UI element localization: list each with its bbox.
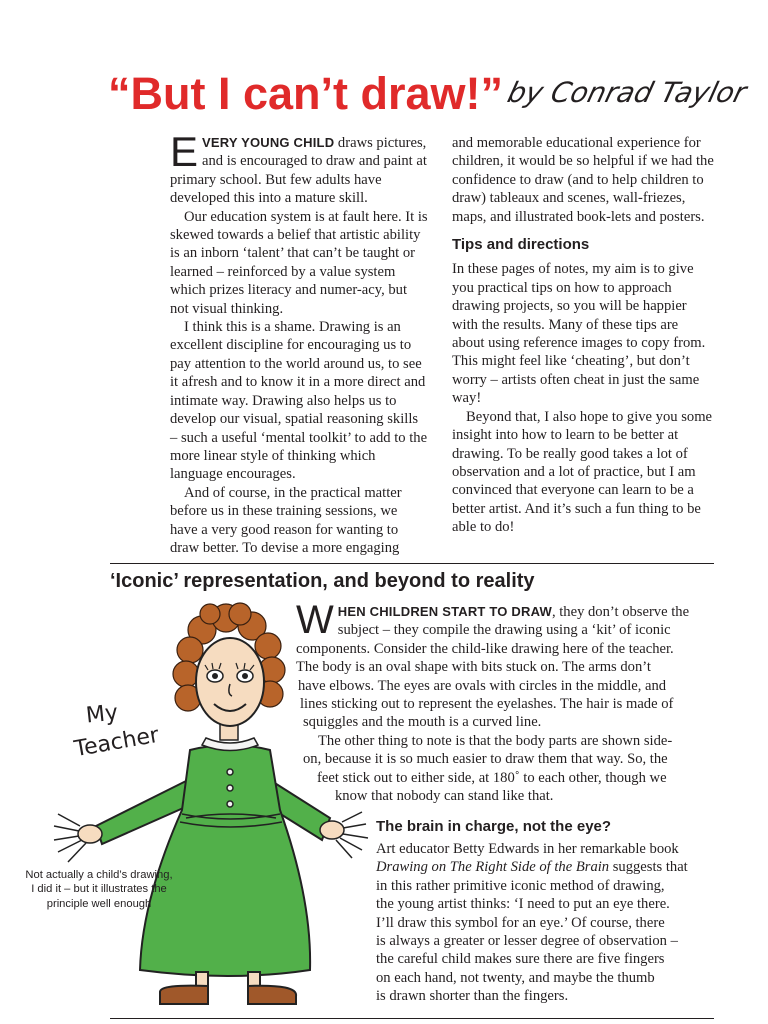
subheading-tips: Tips and directions <box>452 236 590 254</box>
left-column <box>170 128 428 557</box>
lead-in: HEN CHILDREN START TO DRAW <box>337 604 552 619</box>
text-line: I’ll draw this symbol for an eye.’ Of course, there <box>376 914 665 931</box>
byline-signature <box>500 64 750 126</box>
text-line: is always a greater or lesser degree of observation – <box>376 933 678 950</box>
illustration-caption: Not actually a child’s drawing, I did it – but it illustrates the principle well enough <box>25 869 173 910</box>
label-teacher: Teacher <box>72 722 161 763</box>
intro-paragraph: EVERY YOUNG CHILD draws pictures, and is encouraged to draw and paint at primary school. But few adults have developed this into a mature skill. <box>170 128 427 207</box>
text-line: Art educator Betty Edwards in her remarkable book <box>376 841 679 857</box>
subheading-brain: The brain in charge, not the eye? <box>376 818 612 835</box>
left-hand <box>54 814 102 862</box>
text-line: squiggles and the mouth is a curved line. <box>303 714 542 731</box>
text-line: WHEN CHILDREN START TO DRAW, they don’t observe the <box>296 598 690 642</box>
label-my: My <box>84 700 120 729</box>
brain-body <box>376 840 716 1006</box>
text-line: the young artist thinks: ‘I need to put an eye there. <box>376 896 670 913</box>
text-line: components. Consider the child-like drawing here of the teacher. <box>296 640 674 657</box>
text-line: The body is an oval shape with bits stuck on. The arms don’t <box>296 659 651 676</box>
text-line: Drawing on The Right Side of the Brain suggests that <box>376 859 688 876</box>
text-line: in this rather primitive iconic method of drawing, <box>376 877 665 894</box>
text-line: The other thing to note is that the body parts are shown side- <box>318 732 673 749</box>
drop-cap: W <box>296 598 334 642</box>
text-line: feet stick out to either side, at 180˚ to each other, though we <box>317 769 667 786</box>
paragraph: In these pages of notes, my aim is to give you practical tips on how to approach drawing projects, so you will be happier with the results. Many of these tips are about using reference images to copy from. This might feel like ‘cheating’, but don’t worry – artists often cheat in just the same way! <box>452 261 706 407</box>
book-title: Drawing on The Right Side of the Brain <box>376 859 610 876</box>
right-column <box>452 134 714 537</box>
shoes <box>160 986 296 1004</box>
paragraph: Our education system is at fault here. It is skewed towards a belief that artistic ability is an inborn ‘talent’ that can’t be taught or learned – reinforced by a value system which prizes literacy and numer-acy, but not visual thinking. <box>170 208 428 317</box>
text-line: have elbows. The eyes are ovals with circles in the middle, and <box>298 677 667 694</box>
paragraph: And of course, in the practical matter before us in these training sessions, we have a very good reason for wanting to draw better. To devise a more engaging <box>170 484 402 556</box>
paragraph: and memorable educational experience for children, it would be so helpful if we had the confidence to draw (and to help children to draw) tableaux and scenes, wall-friezes, maps, and illustrated book-lets and posters. <box>452 135 714 225</box>
drop-cap: E <box>170 128 199 175</box>
text-line: on, because it is so much easier to draw them that way. So, the <box>303 751 668 768</box>
text-line: subject – they compile the drawing using a ‘kit’ of iconic <box>337 622 671 639</box>
text-line: is drawn shorter than the fingers. <box>376 988 569 1005</box>
bottom-divider <box>110 1018 714 1019</box>
paragraph: Beyond that, I also hope to give you some insight into how to learn to be better at drawing. To be really good takes a lot of observation and a lot of practice, but I am convinced that everyone can learn to be a better artist. And it’s such a fun thing to be able to do! <box>452 408 713 536</box>
dress <box>140 745 310 976</box>
lead-in: VERY YOUNG CHILD <box>202 135 335 150</box>
teacher-illustration <box>40 600 370 1012</box>
byline-text: by Conrad Taylor <box>504 76 750 109</box>
section-divider <box>110 563 714 564</box>
text-line: the careful child makes sure there are five fingers <box>376 951 665 968</box>
section-heading: ‘Iconic’ representation, and beyond to reality <box>110 570 535 592</box>
buttons <box>227 769 233 807</box>
paragraph: I think this is a shame. Drawing is an excellent discipline for encouraging us to pay attention to the world around us, to see it afresh and to know it in a more direct and intimate way. Drawing also helps us to develop our visual, spatial reasoning skills – such a useful ‘mental toolkit’ to add to the more linear style of thinking which language encourages. <box>170 319 428 483</box>
text-line: lines sticking out to represent the eyelashes. The hair is made of <box>300 696 674 713</box>
article-title: “But I can’t draw!” <box>108 68 504 119</box>
face <box>196 638 264 726</box>
text-line: know that nobody can stand like that. <box>335 788 554 805</box>
text-line: on each hand, not twenty, and maybe the thumb <box>376 969 655 986</box>
